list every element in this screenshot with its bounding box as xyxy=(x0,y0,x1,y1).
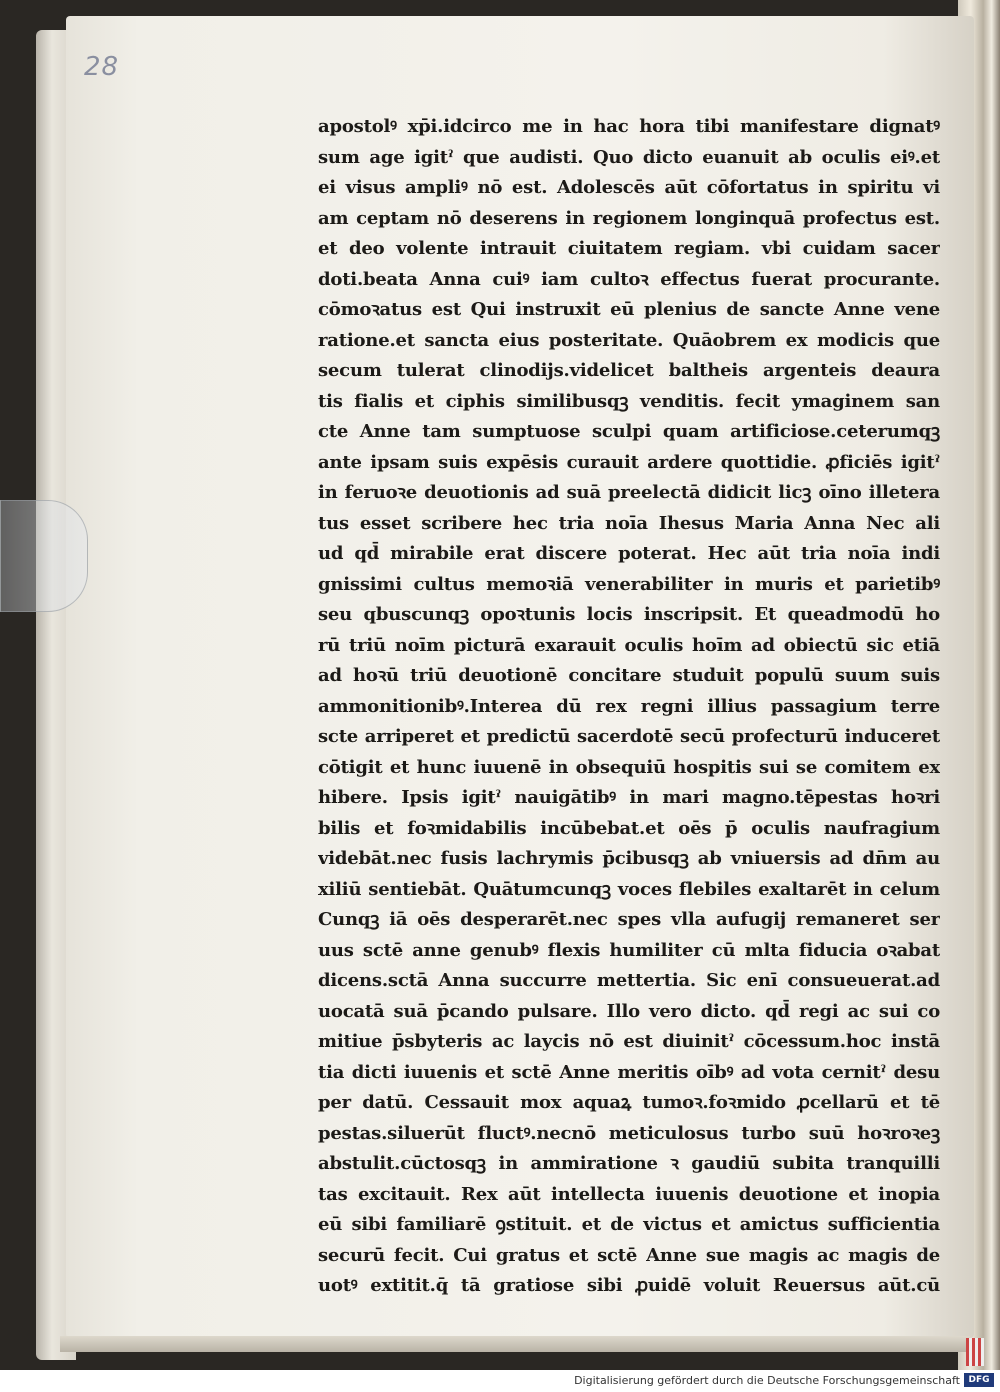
text-line: cōmoꝛatus est Qui instruxit eū plenius de sancte Anne vene xyxy=(318,299,940,320)
text-line: abstulit.cūctosqꝫ in ammiratione ꝛ gaudiū subita tranquilli xyxy=(318,1153,940,1174)
text-line: uotꝰ extitit.q̄ tā gratiose sibi ꝓuidē voluit Reuersus aūt.cū xyxy=(318,1275,940,1296)
text-line: tus esset scribere hec tria noīa Ihesus Maria Anna Nec ali xyxy=(318,512,940,534)
text-line: Cunqꝫ iā oēs desperarēt.nec spes vlla aufugij remaneret ser xyxy=(318,909,940,930)
text-line: securū fecit. Cui gratus et sctē Anne sue magis ac magis de xyxy=(318,1244,940,1266)
text-line: gnissimi cultus memoꝛiā venerabiliter in muris et parietibꝰ xyxy=(318,573,940,595)
text-line: mitiue p̄sbyteris ac laycis nō est diuinitˀ cōcessum.hoc instā xyxy=(318,1031,940,1052)
text-line: scte arriperet et predictū sacerdotē secū profecturū induceret xyxy=(318,726,940,747)
paper-clip xyxy=(0,500,88,612)
text-line: ammonitionibꝰ.Interea dū rex regni illius passagium terre xyxy=(318,695,940,717)
text-line: am ceptam nō deserens in regionem longinquā profectus est. xyxy=(318,207,940,229)
text-line: cōtigit et hunc iuuenē in obsequiū hospitis sui se comitem ex xyxy=(318,756,940,778)
text-line: rū triū noīm picturā exarauit oculis hoīm ad obiectū sic etiā xyxy=(318,634,940,656)
folio-number: 28 xyxy=(84,52,120,82)
text-line: secum tulerat clinodijs.videlicet baltheis argenteis deaura xyxy=(318,360,940,381)
text-line: dicens.sctā Anna succurre mettertia. Sic enī consueuerat.ad xyxy=(318,970,940,991)
text-line: pestas.siluerūt fluctꝰ.necnō meticulosus turbo suū hoꝛroꝛeꝫ xyxy=(318,1122,940,1144)
text-line: per datū. Cessauit mox aquaꝝ tumoꝛ.foꝛmido ꝓcellarū et tē xyxy=(318,1092,940,1113)
text-line: uus sctē anne genubꝰ flexis humiliter cū mlta fiducia oꝛabat xyxy=(318,939,940,961)
page-bottom-edge xyxy=(60,1336,970,1352)
text-line: apostolꝰ xp̄i.idcirco me in hac hora tibi manifestare dignatꝰ xyxy=(318,116,940,137)
text-line: sum age igitˀ que audisti. Quo dicto euanuit ab oculis eiꝰ.et xyxy=(318,146,940,168)
text-line: tas excitauit. Rex aūt intellecta iuuenis deuotione et inopia xyxy=(318,1183,940,1205)
text-line: tia dicti iuuenis et sctē Anne meritis oībꝰ ad vota cernitˀ desu xyxy=(318,1061,940,1083)
text-line: eū sibi familiarē ꝯstituit. et de victus et amictus sufficientia xyxy=(318,1214,940,1235)
bookmark-tab xyxy=(966,1338,984,1366)
text-line: seu qbuscunqꝫ opoꝛtunis locis inscripsit. Et queadmodū ho xyxy=(318,604,940,625)
text-line: ratione.et sancta eius posteritate. Quāobrem ex modicis que xyxy=(318,329,940,351)
footer-credit: Digitalisierung gefördert durch die Deutsche Forschungsgemeinschaft xyxy=(574,1374,960,1387)
text-line: ante ipsam suis expēsis curauit ardere quottidie. ꝓficiēs igitˀ xyxy=(318,451,940,473)
body-text xyxy=(318,112,940,1302)
text-line: videbāt.nec fusis lachrymis p̄cibusqꝫ ab vniuersis ad dn̄m au xyxy=(318,848,940,869)
text-line: ud qd̄ mirabile erat discere poterat. Hec aūt tria noīa indi xyxy=(318,543,940,564)
text-line: in feruoꝛe deuotionis ad suā preelectā didicit licꝫ oīno illetera xyxy=(318,482,940,503)
text-line: hibere. Ipsis igitˀ nauigātibꝰ in mari magno.tēpestas hoꝛri xyxy=(318,787,940,808)
text-line: doti.beata Anna cuiꝰ iam cultoꝛ effectus fuerat procurante. xyxy=(318,268,940,290)
dfg-logo: DFG xyxy=(964,1373,994,1387)
text-line: uocatā suā p̄cando pulsare. Illo vero dicto. qd̄ regi ac sui co xyxy=(318,1000,940,1022)
text-line: xiliū sentiebāt. Quātumcunqꝫ voces flebiles exaltarēt in celum xyxy=(318,878,940,900)
text-line: et deo volente intrauit ciuitatem regiam. vbi cuidam sacer xyxy=(318,238,940,259)
text-line: bilis et foꝛmidabilis incūbebat.et oēs p̄ oculis naufragium xyxy=(318,817,940,839)
text-line: cte Anne tam sumptuose sculpi quam artificiose.ceterumqꝫ xyxy=(318,421,940,442)
text-line: ei visus ampliꝰ nō est. Adolescēs aūt cōfortatus in spiritu vi xyxy=(318,177,940,198)
text-line: ad hoꝛū triū deuotionē concitare studuit populū suum suis xyxy=(318,665,940,686)
text-line: tis fialis et ciphis similibusqꝫ venditis. fecit ymaginem san xyxy=(318,390,940,412)
